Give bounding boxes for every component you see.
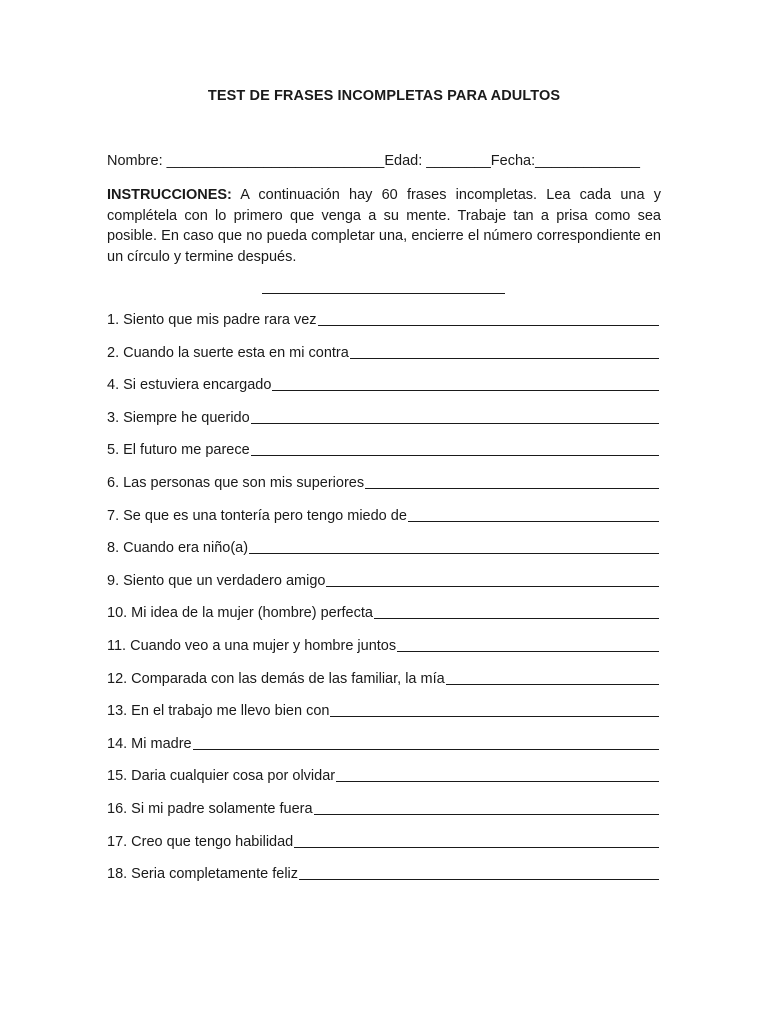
instructions-label: INSTRUCCIONES: [107, 187, 232, 203]
answer-blank [251, 408, 659, 424]
sentence-item [107, 571, 661, 604]
answer-blank [330, 701, 659, 717]
sentence-prompt: 5. El futuro me parece [107, 442, 250, 459]
answer-blank [318, 310, 659, 326]
document-title: TEST DE FRASES INCOMPLETAS PARA ADULTOS [207, 88, 561, 104]
sentence-item [107, 864, 661, 897]
sentence-item [107, 799, 661, 832]
sentence-item [107, 408, 661, 441]
answer-blank [249, 538, 659, 554]
sentence-item [107, 343, 661, 376]
answer-blank [365, 473, 659, 489]
sentence-prompt: 17. Creo que tengo habilidad [107, 833, 294, 850]
sentence-item [107, 766, 661, 799]
sentence-prompt: 6. Las personas que son mis superiores [107, 474, 365, 491]
sentence-prompt: 16. Si mi padre solamente fuera [107, 800, 313, 817]
answer-blank [299, 864, 659, 880]
answer-blank [326, 571, 659, 587]
section-divider [262, 293, 505, 294]
sentence-item [107, 440, 661, 473]
sentence-prompt: 9. Siento que un verdadero amigo [107, 572, 326, 589]
sentence-prompt: 4. Si estuviera encargado [107, 377, 272, 394]
sentence-item [107, 832, 661, 865]
answer-blank [251, 440, 659, 456]
answer-blank [272, 375, 659, 391]
sentence-item [107, 310, 661, 343]
sentence-prompt: 13. En el trabajo me llevo bien con [107, 703, 330, 720]
document-page [107, 0, 661, 1024]
instructions-text: A continuación hay 60 frases incompletas. Lea cada una y complétela con lo primero que venga a su mente. Trabaje tan a prisa como sea posible. En caso que no pueda completar una, encierre el número correspondiente en un círculo y termine después. [107, 187, 661, 265]
answer-blank [350, 343, 659, 359]
sentence-item [107, 734, 661, 767]
sentence-item [107, 506, 661, 539]
answer-blank [294, 832, 659, 848]
sentence-prompt: 3. Siempre he querido [107, 409, 250, 426]
answer-blank [193, 734, 659, 750]
sentence-item [107, 669, 661, 702]
answer-blank [408, 506, 659, 522]
sentence-prompt: 12. Comparada con las demás de las familiar, la mía [107, 670, 445, 687]
answer-blank [314, 799, 659, 815]
sentence-prompt: 14. Mi madre [107, 735, 192, 752]
sentence-item [107, 375, 661, 408]
answer-blank [446, 669, 659, 685]
sentence-item [107, 701, 661, 734]
sentence-prompt: 1. Siento que mis padre rara vez [107, 312, 317, 328]
answer-blank [336, 766, 659, 782]
sentence-prompt: 15. Daria cualquier cosa por olvidar [107, 768, 336, 785]
sentence-list [107, 310, 661, 897]
sentence-item [107, 603, 661, 636]
sentence-item [107, 473, 661, 506]
respondent-info-line: Nombre: ___________________________Edad: ________Fecha:_____________ [107, 153, 640, 169]
sentence-prompt: 2. Cuando la suerte esta en mi contra [107, 344, 349, 361]
sentence-prompt: 11. Cuando veo a una mujer y hombre juntos [107, 637, 397, 654]
instructions-paragraph [107, 185, 661, 267]
answer-blank [397, 636, 659, 652]
answer-blank [374, 603, 659, 619]
sentence-prompt: 8. Cuando era niño(a) [107, 540, 249, 557]
sentence-prompt: 7. Se que es una tontería pero tengo miedo de [107, 507, 407, 524]
sentence-item [107, 538, 661, 571]
sentence-prompt: 10. Mi idea de la mujer (hombre) perfecta [107, 605, 373, 622]
sentence-prompt: 18. Seria completamente feliz [107, 866, 299, 883]
sentence-item [107, 636, 661, 669]
